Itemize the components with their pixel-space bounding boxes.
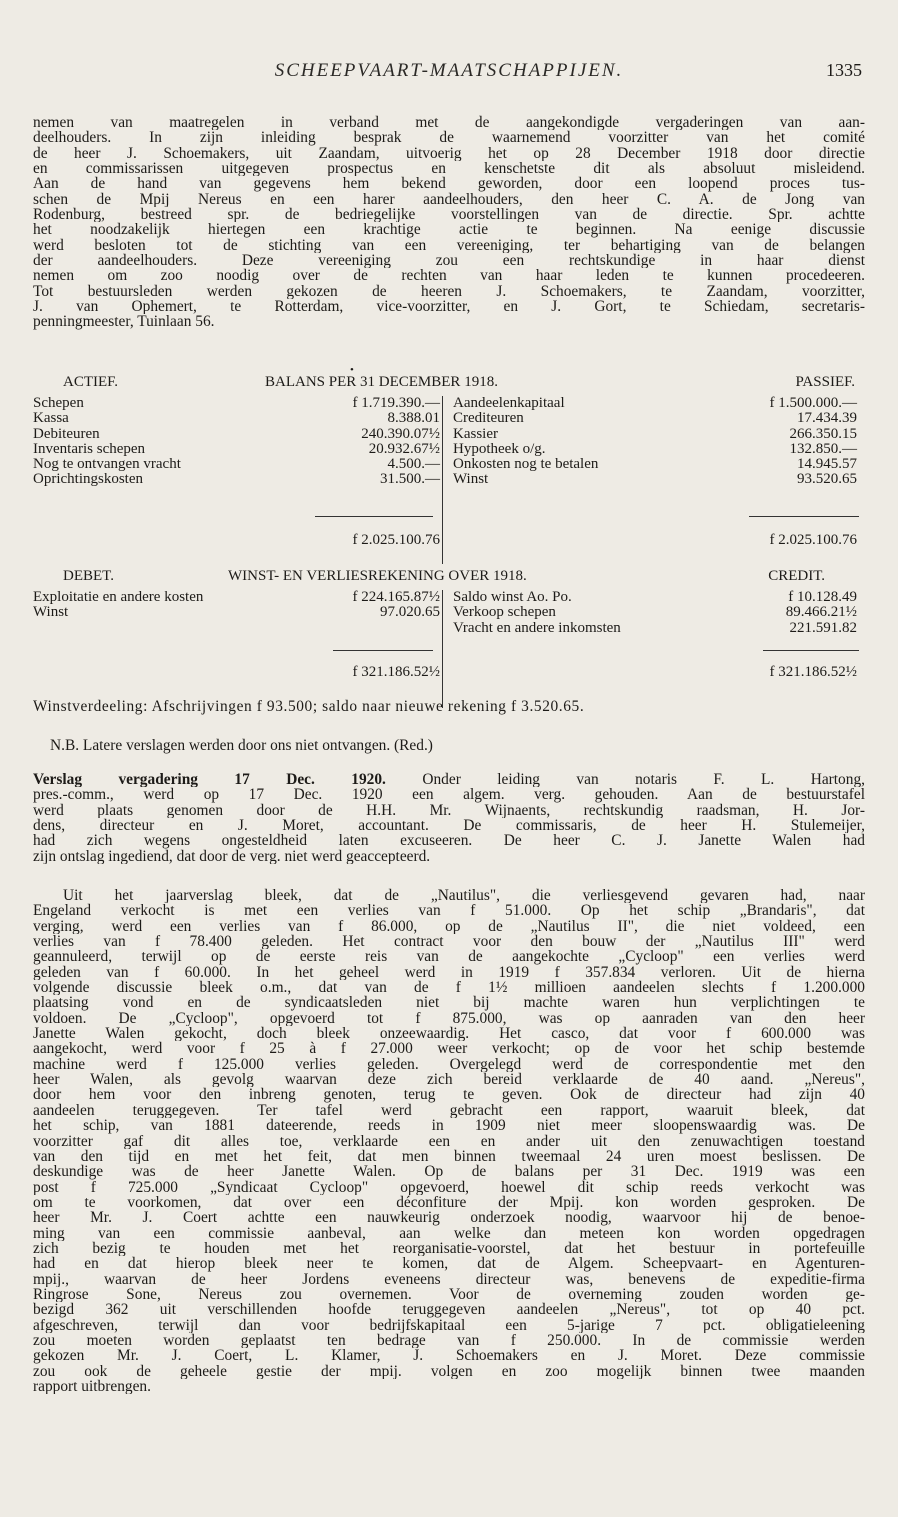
row-right-label: Aandeelenkapitaal <box>453 395 565 411</box>
text-line: mpij., waarvan de heer Jordens eveneens directeur was, benevens de expeditie-firma <box>33 1271 865 1287</box>
row-left-label: Debiteuren <box>33 425 100 442</box>
text-line: om te voorkomen, dat over een déconfiture der Mpij. kon worden gesproken. De <box>33 1194 865 1211</box>
verslag-first-line <box>33 772 865 787</box>
text-line: J. van Ophemert, te Rotterdam, vice-voorzitter, en J. Gort, te Schiedam, secretaris- <box>33 299 865 315</box>
row-left-label: Winst <box>33 604 69 621</box>
winst-right-rule <box>763 650 859 651</box>
row-left-amount: 240.390.07½ <box>361 425 440 442</box>
row-left-amount: 4.500.— <box>387 456 440 473</box>
row-right-label: Crediteuren <box>453 410 524 427</box>
table-row <box>33 457 865 472</box>
main-paragraph <box>33 888 865 1394</box>
text-line: voorzitter gaf dit alles toe, verklaarde een en ander uit den zenuwachtigen toestand <box>33 1133 865 1149</box>
text-line: nemen om zoo noodig over de rechten van haar leden te kunnen procedeeren. <box>33 268 865 284</box>
text-line: aangekocht, werd voor f 25 à f 27.000 weer verkocht; op de voor het schip bestemde <box>33 1041 865 1057</box>
winst-head-right: CREDIT. <box>768 568 825 584</box>
table-row <box>33 590 865 605</box>
text-line: geannuleerd, terwijl op de eerste reis van de aangekochte „Cycloop" een verlies werd <box>33 949 865 965</box>
row-left-label: Nog te ontvangen vracht <box>33 456 181 473</box>
winst-totals <box>33 664 865 684</box>
text-line: van den tijd en met het feit, dat men binnen tweemaal 24 uren moest beslissen. De <box>33 1148 865 1165</box>
text-line: het schip, van 1881 dateerende, reeds in 1909 niet meer sloopenswaardig was. De <box>33 1118 865 1134</box>
winst-total-left: f 321.186.52½ <box>352 664 440 680</box>
row-right-label: Hypotheek o/g. <box>453 440 546 457</box>
text-line: bezigd 362 uit verschillenden hoofde teruggegeven aandeelen „Nereus", tot op 40 pct. <box>33 1302 865 1318</box>
text-line: zou moeten worden geplaatst ten bedrage van f 250.000. In de commissie werden <box>33 1332 865 1349</box>
table-row <box>33 396 865 411</box>
text-line: zich bezig te houden met het reorganisatie-voorstel, dat het bestuur in portefeuille <box>33 1240 865 1257</box>
table-row <box>33 411 865 426</box>
text-line: afgeschreven, terwijl dan voor bedrijfskapitaal een 5-jarige 7 pct. obligatieleening <box>33 1317 865 1333</box>
text-line: Uit het jaarverslag bleek, dat de „Nautilus", die verliesgevend gevaren had, naar <box>63 888 865 904</box>
row-right-label: Saldo winst Ao. Po. <box>453 589 572 605</box>
editorial-note: N.B. Latere verslagen werden door ons niet ontvangen. (Red.) <box>50 737 433 754</box>
verslag-rest <box>33 787 865 864</box>
winst-header <box>33 568 865 590</box>
page-header <box>0 60 898 90</box>
winst-head-left: DEBET. <box>63 568 114 584</box>
text-line: zou ook de geheele gestie der mpij. volgen en zoo mogelijk binnen twee maanden <box>33 1363 865 1379</box>
balance-header <box>33 374 865 396</box>
text-line: en commissarissen uitgegeven prospectus en kenschetste dit als absoluut misleidend. <box>33 161 865 177</box>
row-right-label: Kassier <box>453 425 498 442</box>
text-line: schen de Mpij Nereus en een harer aandeelhouders, den heer C. A. de Jong van <box>33 191 865 208</box>
text-line: volgende discussie bleek o.m., dat van de f 1½ millioen aandeelen slechts f 1.200.000 <box>33 980 865 996</box>
text-line: Engeland verkocht is met een verlies van f 51.000. Op het schip „Brandaris", dat <box>33 903 865 919</box>
text-line: deelhouders. In zijn inleiding besprak de waarnemend voorzitter van het comité <box>33 130 865 146</box>
running-title: SCHEEPVAART-MAATSCHAPPIJEN. <box>274 60 624 81</box>
text-line: door hem voor den inbreng genoten, terug te geven. Ook de directeur had zijn 40 <box>33 1087 865 1103</box>
text-line: verlies van f 78.400 geleden. Het contract voor den bouw der „Nautilus III" werd <box>33 934 865 950</box>
table-row <box>33 621 865 636</box>
text-line: machine werd f 125.000 verlies geleden. Overgelegd werd de correspondentie met den <box>33 1056 865 1073</box>
table-row <box>33 442 865 457</box>
row-left-label: Inventaris schepen <box>33 440 146 457</box>
row-left-label: Kassa <box>33 410 69 427</box>
row-left-amount: f 1.719.390.— <box>352 395 440 411</box>
balance-head-left: ACTIEF. <box>63 374 119 390</box>
text-line: rapport uitbrengen. <box>33 1379 151 1395</box>
row-right-amount: 93.520.65 <box>797 471 857 488</box>
text-line: geleden van f 60.000. In het geheel werd in 1919 f 357.834 verloren. Uit de hierna <box>33 964 865 981</box>
text-line: heer Mr. J. Coert achtte een nauwkeurig onderzoek noodig, waarvoor hij de benoe- <box>33 1210 865 1226</box>
text-line: aandeelen teruggegeven. Ter tafel werd gebracht een rapport, waaruit bleek, dat <box>33 1102 865 1119</box>
text-line: Ringrose Sone, Nereus zou overnemen. Voor de overneming zouden worden ge- <box>33 1286 865 1303</box>
text-line: deskundige was de heer Janette Walen. Op de balans per 31 Dec. 1919 was een <box>33 1164 865 1180</box>
text-line: zijn ontslag ingediend, dat door de verg. niet werd geaccepteerd. <box>33 848 431 865</box>
balance-sheet <box>33 374 865 548</box>
verslag-paragraph <box>33 772 865 864</box>
text-line: de heer J. Schoemakers, uit Zaandam, uitvoerig het op 28 December 1918 door directie <box>33 145 865 162</box>
table-row <box>33 605 865 620</box>
profit-loss-account <box>33 568 865 680</box>
row-left-amount: f 224.165.87½ <box>352 589 440 605</box>
table-row <box>33 472 865 487</box>
winstverdeeling: Winstverdeeling: Afschrijvingen f 93.500; saldo naar nieuwe rekening f 3.520.65. <box>33 698 585 715</box>
row-left-amount: 31.500.— <box>380 471 440 488</box>
text-line: werd besloten tot de stichting van een vereeniging, ter behartiging van de belangen <box>33 237 865 254</box>
balance-total-right: f 2.025.100.76 <box>769 532 857 548</box>
row-right-amount: 266.350.15 <box>789 425 857 442</box>
text-line: gekozen Mr. J. Coert, L. Klamer, J. Schoemakers en J. Moret. Deze commissie <box>33 1348 865 1364</box>
balance-totals <box>33 532 865 552</box>
row-right-label: Vracht en andere inkomsten <box>453 619 621 636</box>
winst-left-rule <box>333 650 433 651</box>
center-mark: • <box>350 364 354 376</box>
winst-head-center: WINST- EN VERLIESREKENING OVER 1918. <box>228 568 527 584</box>
row-right-amount: 14.945.57 <box>797 456 857 473</box>
row-left-amount: 20.932.67½ <box>368 440 440 457</box>
balance-left-rule <box>315 516 433 517</box>
row-right-label: Winst <box>453 471 489 488</box>
text-line: had en dat hierop bleek neer te komen, dat de Algem. Scheepvaart- en Agenturen- <box>33 1256 865 1272</box>
text-line: nemen van maatregelen in verband met de aangekondigde vergaderingen van aan- <box>33 115 865 131</box>
text-line: Janette Walen gekocht, doch bleek onzeewaardig. Het casco, dat voor f 600.000 was <box>33 1026 865 1042</box>
row-left-label: Schepen <box>33 395 84 411</box>
row-left-label: Exploitatie en andere kosten <box>33 589 204 605</box>
balance-rows <box>33 396 865 488</box>
row-left-amount: 8.388.01 <box>387 410 440 427</box>
row-right-amount: f 1.500.000.— <box>769 395 857 411</box>
balance-head-center: BALANS PER 31 DECEMBER 1918. <box>265 374 498 390</box>
text-line: het noodzakelijk hiertegen een krachtige actie te beginnen. Na eenige discussie <box>33 222 865 238</box>
balance-right-rule <box>749 516 859 517</box>
page-number: 1335 <box>826 60 862 80</box>
text-line: verging, werd een verlies van f 86.000, op de „Nautilus II", die niet voldeed, een <box>33 918 865 935</box>
row-left-amount: 97.020.65 <box>380 604 440 621</box>
winst-total-right: f 321.186.52½ <box>769 664 857 680</box>
verslag-heading: Verslag vergadering 17 Dec. 1920. <box>33 772 386 788</box>
text-line: ming van een commissie aanbeval, aan welke dan meteen kon worden opgedragen <box>33 1225 865 1241</box>
balance-head-right: PASSIEF. <box>795 374 855 390</box>
balance-total-left: f 2.025.100.76 <box>352 532 440 548</box>
text-line: werd plaats genomen door de H.H. Mr. Wijnaents, rechtskundig raadsman, H. Jor- <box>33 802 865 819</box>
text-line: Tot bestuursleden werden gekozen de heeren J. Schoemakers, te Zaandam, voorzitter, <box>33 283 865 300</box>
row-right-amount: 132.850.— <box>789 440 857 457</box>
intro-paragraph <box>33 115 865 330</box>
text-line: pres.-comm., werd op 17 Dec. 1920 een algem. verg. gehouden. Aan de bestuurstafel <box>33 787 865 803</box>
table-row <box>33 427 865 442</box>
text-line: had zich wegens ongesteldheid laten excuseeren. De heer C. J. Janette Walen had <box>33 833 865 849</box>
row-right-label: Onkosten nog te betalen <box>453 456 599 473</box>
winst-divider <box>442 590 443 708</box>
text-line: Aan de hand van gegevens hem bekend geworden, door een loopend proces tus- <box>33 176 865 192</box>
row-right-amount: f 10.128.49 <box>788 589 857 605</box>
text-line: Rodenburg, bestreed spr. de bedriegelijke voorstellingen van de directie. Spr. achtte <box>33 207 865 223</box>
row-right-amount: 89.466.21½ <box>785 604 857 621</box>
row-right-amount: 17.434.39 <box>797 410 857 427</box>
verslag-line: Onder leiding van notaris F. L. Hartong, <box>385 772 865 788</box>
text-line: dens, directeur en J. Moret, accountant. De commissaris, de heer H. Stulemeijer, <box>33 818 865 834</box>
winst-rows <box>33 590 865 636</box>
row-left-label: Oprichtingskosten <box>33 471 143 488</box>
text-line: der aandeelhouders. Deze vereeniging zou een rechtskundige in haar dienst <box>33 253 865 269</box>
row-right-amount: 221.591.82 <box>789 619 857 636</box>
row-right-label: Verkoop schepen <box>453 604 556 621</box>
text-line: heer Walen, als gevolg waarvan deze zich bereid verklaarde de 40 aand. „Nereus", <box>33 1072 865 1088</box>
text-line: plaatsing vond en de syndicaatsleden niet bij machte waren hun verplichtingen te <box>33 995 865 1011</box>
text-line: voldoen. De „Cycloop", opgevoerd tot f 875.000, was op aanraden van den heer <box>33 1010 865 1027</box>
text-line: penningmeester, Tuinlaan 56. <box>33 314 215 330</box>
text-line: post f 725.000 „Syndicaat Cycloop" opgevoerd, hoewel dit schip reeds verkocht was <box>33 1179 865 1195</box>
